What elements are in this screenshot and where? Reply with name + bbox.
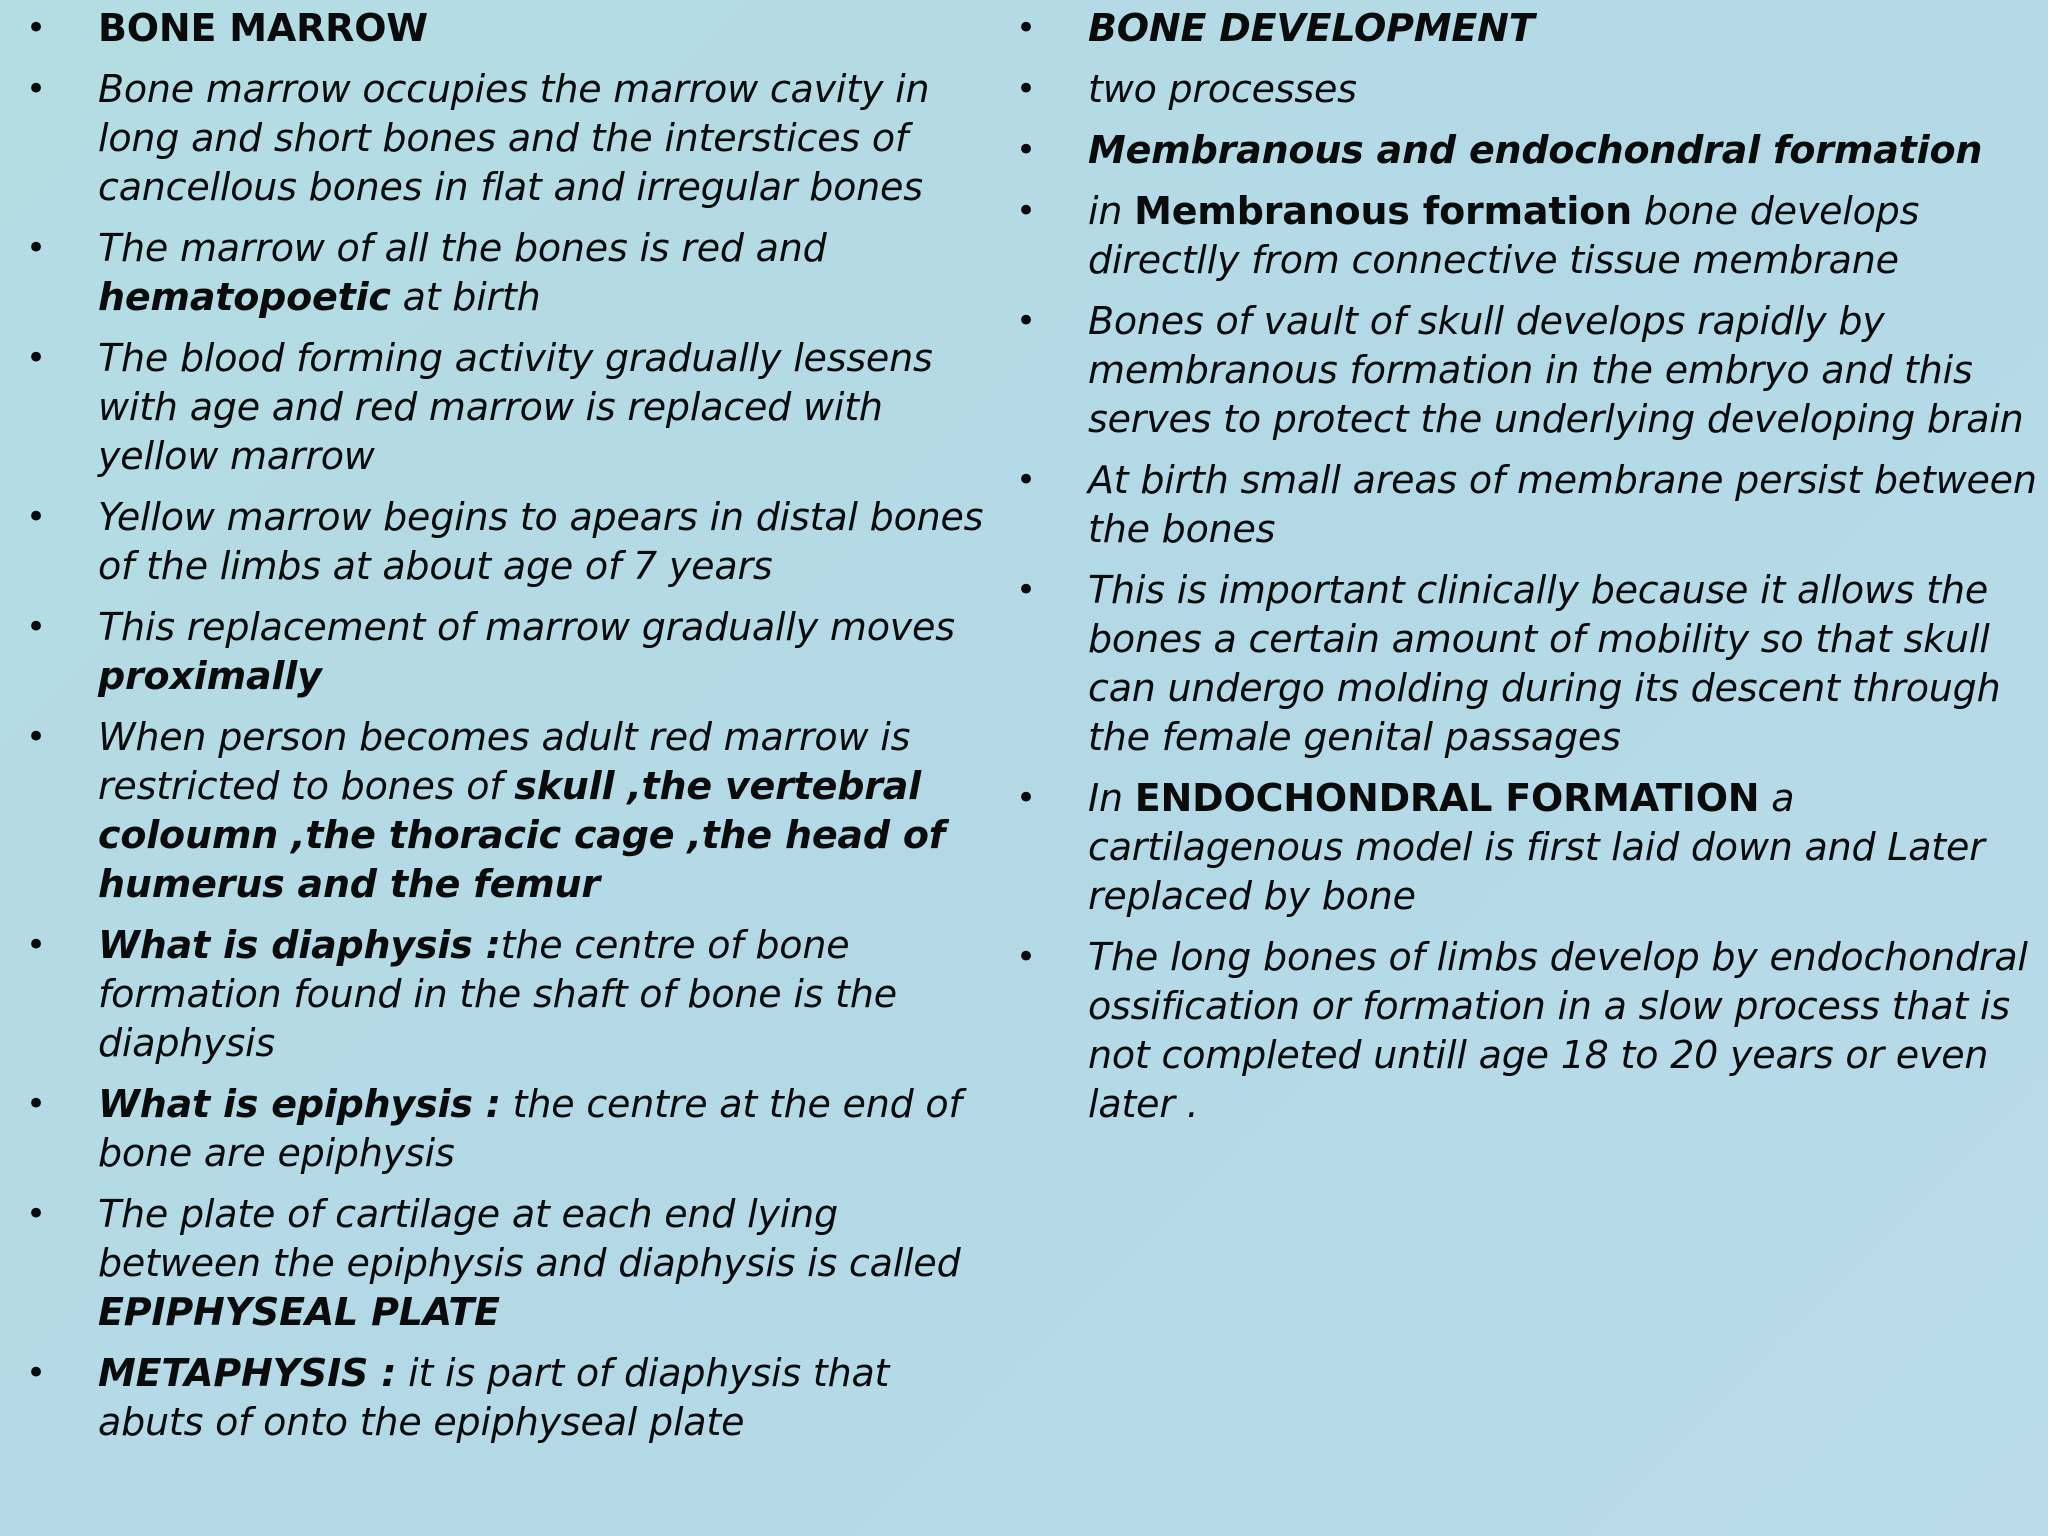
bullet: • xyxy=(26,1194,46,1234)
item-text: Bones of vault of skull develops rapidly by membranous formation in the embryo and this serves to protect the underlying developing brain xyxy=(1088,299,2024,441)
item-text: in xyxy=(1088,189,1135,233)
list-item xyxy=(26,921,1006,1068)
bullet: • xyxy=(26,69,46,109)
bullet: • xyxy=(26,925,46,965)
bullet: • xyxy=(1016,69,1036,109)
list-item xyxy=(26,1190,1006,1337)
item-bold: What is epiphysis : xyxy=(98,1082,501,1126)
bullet: • xyxy=(1016,570,1036,610)
item-text: the centre at the end of bone are epiphysis xyxy=(98,1082,962,1175)
right-column xyxy=(1016,4,2041,1141)
bullet: • xyxy=(1016,778,1036,818)
right-title: BONE DEVELOPMENT xyxy=(1088,6,1535,50)
item-bold: METAPHYSIS : xyxy=(98,1351,397,1395)
list-item xyxy=(1016,65,2041,114)
item-text: the centre of bone formation found in the shaft of bone is the diaphysis xyxy=(98,923,897,1065)
list-item xyxy=(1016,774,2041,921)
item-bold: skull ,the vertebral coloumn ,the thoracic cage ,the head of humerus and the femur xyxy=(98,764,946,906)
item-text: The plate of cartilage at each end lying between the epiphysis and diaphysis is called xyxy=(98,1192,961,1285)
bullet: • xyxy=(26,228,46,268)
list-item xyxy=(26,65,1006,212)
item-text: In xyxy=(1088,776,1135,820)
item-bold: Membranous and endochondral formation xyxy=(1088,128,1983,172)
item-text: This replacement of marrow gradually moves xyxy=(98,605,955,649)
list-item xyxy=(26,224,1006,322)
left-title: BONE MARROW xyxy=(98,6,429,50)
bullet: • xyxy=(26,717,46,757)
list-item xyxy=(26,493,1006,591)
item-bold: What is diaphysis : xyxy=(98,923,501,967)
bullet: • xyxy=(26,8,46,48)
bullet: • xyxy=(26,338,46,378)
bullet: • xyxy=(1016,301,1036,341)
item-text: The marrow of all the bones is red and xyxy=(98,226,827,270)
list-item xyxy=(26,1349,1006,1447)
right-title-item xyxy=(1016,4,2041,53)
item-text: The long bones of limbs develop by endochondral ossification or formation in a slow process that is not completed untill age 18 to 20 years or even later . xyxy=(1088,935,2028,1126)
item-bold: proximally xyxy=(98,654,322,698)
item-bold: Membranous formation xyxy=(1134,189,1632,233)
item-text: bone develops directlly from connective tissue membrane xyxy=(1088,189,1920,282)
item-text: a cartilagenous model is first laid down and Later replaced by bone xyxy=(1088,776,1985,918)
bullet: • xyxy=(26,607,46,647)
bullet: • xyxy=(1016,937,1036,977)
item-text: When person becomes adult red marrow is restricted to bones of xyxy=(98,715,911,808)
item-text: Bone marrow occupies the marrow cavity in long and short bones and the interstices of cancellous bones in flat and irregular bones xyxy=(98,67,930,209)
item-text: This is important clinically because it allows the bones a certain amount of mobility so that skull can undergo molding during its descent through the female genital passages xyxy=(1088,568,2001,759)
list-item xyxy=(26,334,1006,481)
list-item xyxy=(26,713,1006,909)
item-text: two processes xyxy=(1088,67,1357,111)
list-item xyxy=(26,603,1006,701)
bullet: • xyxy=(26,1353,46,1393)
bullet: • xyxy=(26,497,46,537)
item-text: Yellow marrow begins to apears in distal bones of the limbs at about age of 7 years xyxy=(98,495,984,588)
item-bold: ENDOCHONDRAL FORMATION xyxy=(1134,776,1760,820)
bullet: • xyxy=(1016,8,1036,48)
list-item xyxy=(1016,187,2041,285)
item-bold: EPIPHYSEAL PLATE xyxy=(98,1290,500,1334)
list-item xyxy=(1016,297,2041,444)
list-item xyxy=(26,1080,1006,1178)
item-text: at birth xyxy=(390,275,541,319)
left-column xyxy=(26,4,1006,1459)
item-text: it is part of diaphysis that abuts of onto the epiphyseal plate xyxy=(98,1351,890,1444)
item-text: The blood forming activity gradually lessens with age and red marrow is replaced with yellow marrow xyxy=(98,336,933,478)
bullet: • xyxy=(1016,191,1036,231)
bullet: • xyxy=(26,1084,46,1124)
list-item xyxy=(1016,566,2041,762)
bullet: • xyxy=(1016,130,1036,170)
bullet: • xyxy=(1016,460,1036,500)
item-bold: hematopoetic xyxy=(98,275,391,319)
left-title-item xyxy=(26,4,1006,53)
list-item xyxy=(1016,456,2041,554)
list-item xyxy=(1016,126,2041,175)
list-item xyxy=(1016,933,2041,1129)
item-text: At birth small areas of membrane persist between the bones xyxy=(1088,458,2037,551)
